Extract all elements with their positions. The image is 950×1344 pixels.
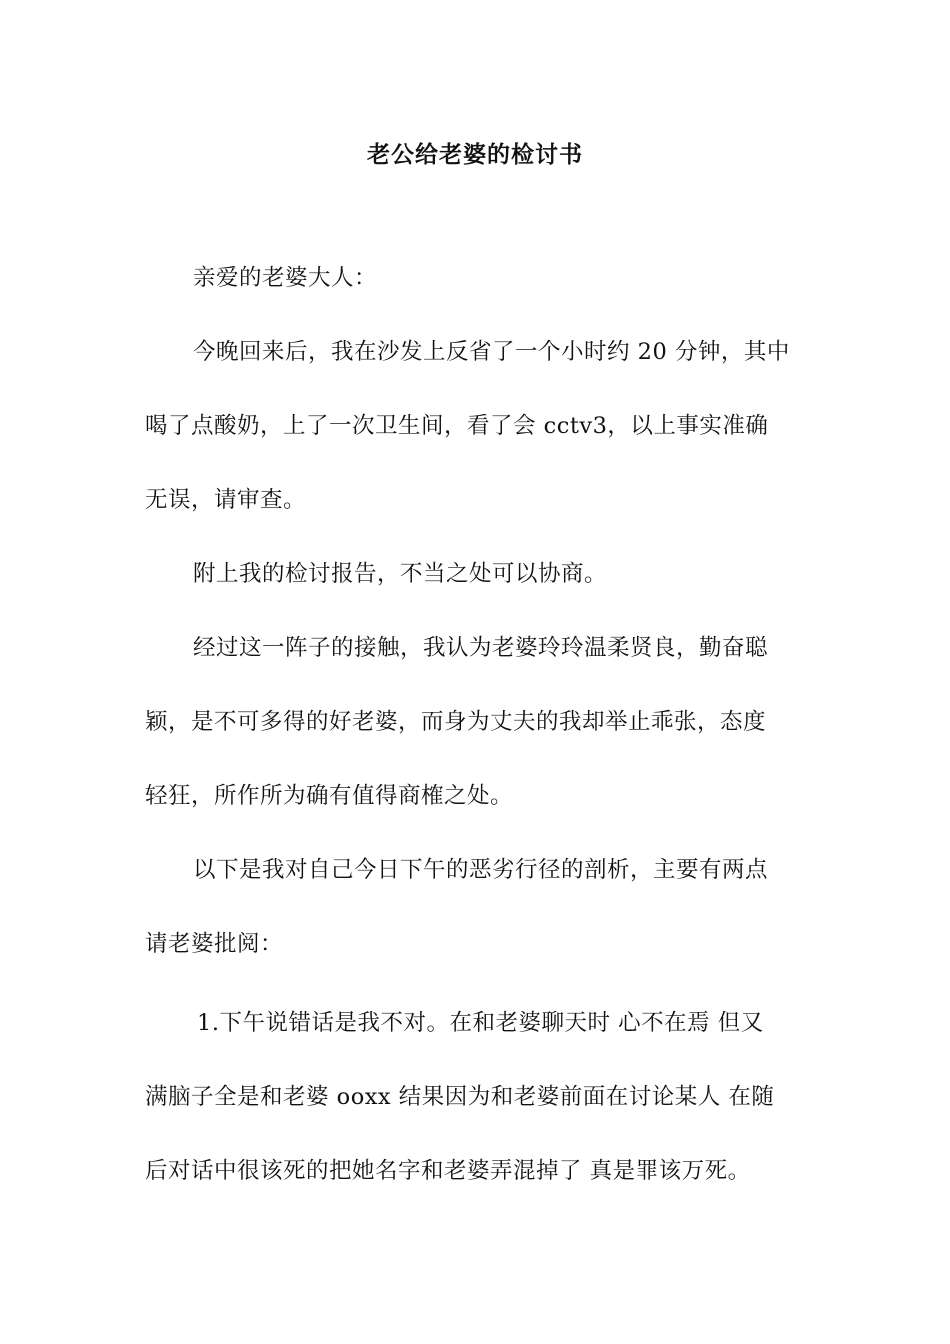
paragraph-line: 无误，请审查。	[145, 487, 307, 513]
paragraph-line: 1.下午说错话是我不对。在和老婆聊天时 心不在焉 但又	[197, 1010, 764, 1036]
paragraph-line: 经过这一阵子的接触，我认为老婆玲玲温柔贤良，勤奋聪	[193, 635, 769, 661]
paragraph-line: 今晚回来后，我在沙发上反省了一个小时约 20 分钟，其中	[193, 339, 790, 365]
paragraph-line: 轻狂，所作所为确有值得商榷之处。	[145, 783, 514, 809]
paragraph-line: 后对话中很该死的把她名字和老婆弄混掉了 真是罪该万死。	[145, 1158, 751, 1184]
paragraph-line: 以下是我对自己今日下午的恶劣行径的剖析，主要有两点	[193, 857, 769, 883]
paragraph-line: 颖，是不可多得的好老婆，而身为丈夫的我却举止乖张，态度	[145, 709, 767, 735]
paragraph-line: 喝了点酸奶，上了一次卫生间，看了会 cctv3，以上事实准确	[145, 413, 769, 439]
paragraph-line: 满脑子全是和老婆 ooxx 结果因为和老婆前面在讨论某人 在随	[145, 1084, 775, 1110]
salutation: 亲爱的老婆大人：	[193, 265, 378, 291]
document-title: 老公给老婆的检讨书	[367, 141, 583, 168]
paragraph-line: 附上我的检讨报告，不当之处可以协商。	[193, 561, 608, 587]
paragraph-line: 请老婆批阅：	[145, 931, 284, 957]
